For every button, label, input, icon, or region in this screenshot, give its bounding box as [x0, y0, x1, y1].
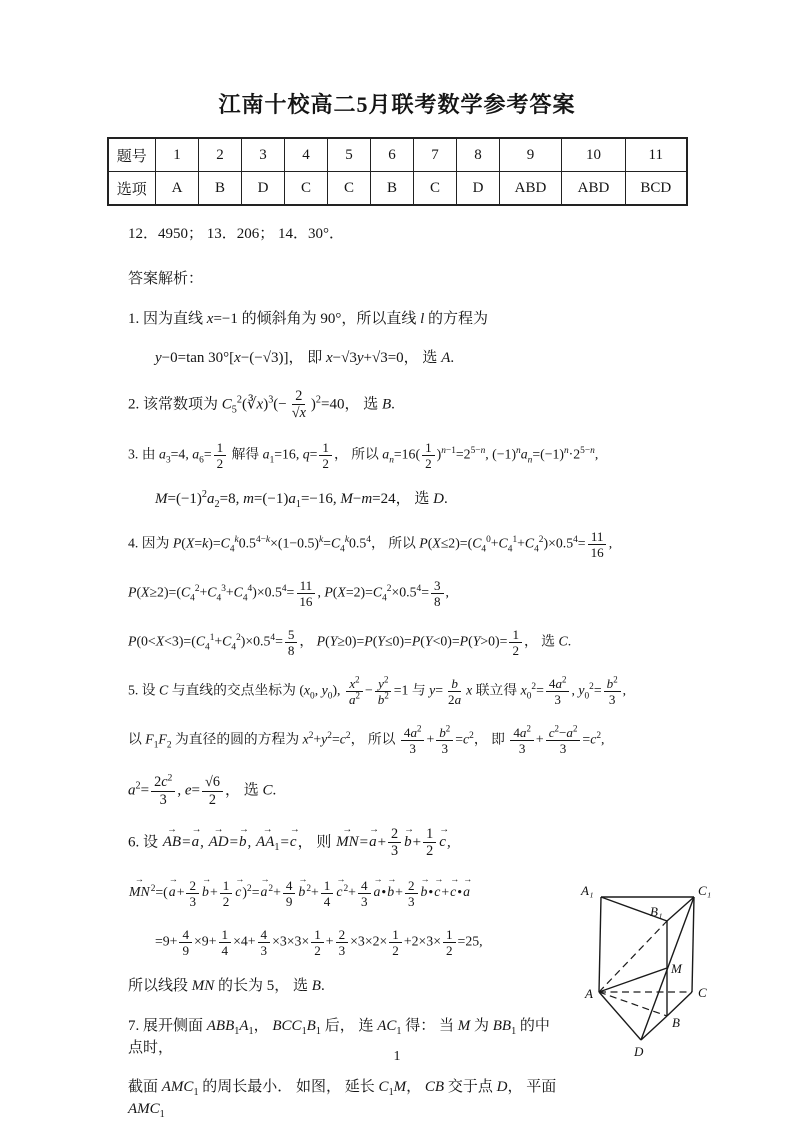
- answer-table: [107, 137, 688, 206]
- edge-a1a: [599, 897, 601, 992]
- section-heading: 答案解析：: [128, 270, 204, 287]
- page-title: 江南十校高二5月联考数学参考答案: [218, 92, 576, 117]
- question-number-cell: 1: [156, 138, 199, 172]
- question-number-cell: 5: [328, 138, 371, 172]
- answer-cell: C: [285, 172, 328, 206]
- solution-6-line-1: 6. 设 → AB=→ a, → AD=→ b, → $AA_1=\to c$， 则 → MN=→ a+ $\frac{2}{3}$ → b+ $\frac{1}{2}$ → c,: [128, 823, 712, 860]
- answer-cell: ABD: [562, 172, 626, 206]
- vertex-label-a1: A₁: [581, 883, 594, 898]
- table-row-label: 选项: [108, 172, 156, 206]
- solution-7-line-2: 截面 $AMC_1$ 的周长最小． 如图， 延长 $C_1M$， CB 交于点 D， 平面 $AMC_1$: [128, 1079, 557, 1120]
- fill-in-answers: 12．4950； 13．206； 14．30°．: [128, 226, 344, 242]
- question-number-cell: 7: [414, 138, 457, 172]
- table-row-question-numbers: [108, 138, 687, 172]
- question-number-cell: 9: [500, 138, 562, 172]
- vertex-label-c: C: [698, 985, 707, 1000]
- vertex-label-d: D: [634, 1044, 644, 1059]
- question-number-cell: 4: [285, 138, 328, 172]
- segment-c1d: [641, 897, 694, 1040]
- segment-am: [599, 968, 667, 992]
- solution-1-line-2: y−0=tan 30°[x−(−√3)]， 即 x−√3y+√3=0， 选 A.: [155, 350, 455, 367]
- answer-cell: ABD: [500, 172, 562, 206]
- question-number-cell: 3: [242, 138, 285, 172]
- solution-2-line-1: 2. 该常数项为 $C_5^2(∛x)^3(-$ $\frac{2}{√x}$ )$^2$=40， 选 B.: [128, 388, 395, 422]
- page-number: 1: [393, 1049, 401, 1064]
- solution-1-line-1: 1. 因为直线 x=−1 的倾斜角为 90°，所以直线 l 的方程为: [128, 310, 489, 327]
- solution-3-line-1: 3. 由 $a_3=4$, $a_6=$ $\frac{1}{2}$ 解得 $a_1=16$, q= $\frac{1}{2}$ ， 所以 $a_n=16$( $\frac{1}{2}$ )$^{n-1}=2^{5-n}$, $(-1)^na_n=(-1)^n\cdot 2^{5-n}$,: [128, 439, 599, 471]
- solution-3-line-2: $M=(-1)^2a_2=8$, $m=(-1)a_1=-16$, M−m=24， 选 D.: [155, 488, 448, 510]
- solution-6-line-4: 所以线段 MN 的长为 5， 选 B.: [128, 978, 325, 994]
- solution-7-line-1: 7. 展开侧面 $ABB_1A_1$， $BCC_1B_1$ 后， 连 $AC_1$ 得： 当 M 为 $BB_1$ 的中点时，: [128, 1017, 550, 1056]
- vertex-label-m: M: [671, 961, 682, 976]
- segment-ad: [599, 992, 641, 1040]
- answer-cell: BCD: [626, 172, 687, 206]
- answer-cell: A: [156, 172, 199, 206]
- answer-cell: D: [457, 172, 500, 206]
- question-number-cell: 2: [199, 138, 242, 172]
- question-number-cell: 10: [562, 138, 626, 172]
- edge-c1c: [692, 897, 694, 992]
- vertex-label-b1: B₁: [650, 904, 663, 919]
- solution-5-line-1: 5. 设 C 与直线的交点坐标为 ($x_0$, $y_0$), $\frac{x^2}{a^2}$ − $\frac{y^2}{b^2}$ =1 与 y= $\frac{b}{2a}$ x 联立得 $x_0^2=$ $\frac{4a^2}{3}$ , $y_0^2=$ $\frac{b^2}{3}$ ,: [128, 674, 627, 708]
- answer-cell: C: [328, 172, 371, 206]
- answer-cell: D: [242, 172, 285, 206]
- solutions-section: [0, 221, 794, 1121]
- solution-5-line-3: $a^2=$ $\frac{2c^2}{3}$ , e= $\frac{√6}{2}$ ， 选 C.: [128, 772, 277, 808]
- solution-4-line-1: 4. 因为 $P(X=k)=C_4^k0.5^{4-k}\times(1-0.5)^k=C_4^k0.5^4$， 所以 $P(X\le 2)=(C_4^0+C_4^1+C_4^2)\times 0.5^4=$ $\frac{11}{16}$ ,: [128, 528, 613, 560]
- answer-cell: B: [199, 172, 242, 206]
- table-row-answers: [108, 172, 687, 206]
- solution-4-line-3: $P(0<X<3)=(C_4^1+C_4^2)\times 0.5^4=$ $\frac{5}{8}$ ， P(Y≥0)=P(Y≤0)=P(Y<0)=P(Y>0)= $\frac{1}{2}$ ， 选 C.: [128, 626, 572, 658]
- answer-cell: B: [371, 172, 414, 206]
- segment-ab1-hidden: [599, 921, 667, 992]
- question-number-cell: 8: [457, 138, 500, 172]
- question-number-cell: 11: [626, 138, 687, 172]
- solution-6-line-2: → $MN^2=(\to a+$ $\frac{2}{3}$ → b+ $\frac{1}{2}$ → $c)^2=\to a^2+$ $\frac{4}{9}$ → $b^2+$ $\frac{1}{4}$ → $c^2+$ $\frac{4}{3}$ → a•→ b+ $\frac{2}{3}$ → b•→ c+→ c•→ a: [128, 875, 712, 909]
- answer-cell: C: [414, 172, 457, 206]
- vertex-label-c1: C₁: [698, 883, 712, 898]
- solution-6-line-3: =9+ $\frac{4}{9}$ ×9+ $\frac{1}{4}$ ×4+ $\frac{4}{3}$ ×3×3× $\frac{1}{2}$ + $\frac{2}{3}$ ×3×2× $\frac{1}{2}$ +2×3× $\frac{1}{2}$ =25,: [155, 926, 483, 958]
- solution-5-line-2: 以 $F_1F_2$ 为直径的圆的方程为 $x^2+y^2=c^2$， 所以 $\frac{4a^2}{3}$ + $\frac{b^2}{3}$ $=c^2$， 即 $\frac{4a^2}{3}$ + $\frac{c^2-a^2}{3}$ $=c^2$,: [128, 723, 605, 757]
- vertex-label-b: B: [672, 1015, 680, 1030]
- edge-bc: [667, 992, 692, 1016]
- table-header-label: 题号: [108, 138, 156, 172]
- vertex-label-a: A: [585, 986, 593, 1001]
- question-number-cell: 6: [371, 138, 414, 172]
- solutions-6-7-with-figure: [128, 823, 712, 1121]
- solution-4-line-2: $P(X\ge 2)=(C_4^2+C_4^3+C_4^4)\times 0.5^4=$ $\frac{11}{16}$ , $P(X=2)=C_4^2\times 0.5^4=$ $\frac{3}{8}$ ,: [128, 577, 449, 609]
